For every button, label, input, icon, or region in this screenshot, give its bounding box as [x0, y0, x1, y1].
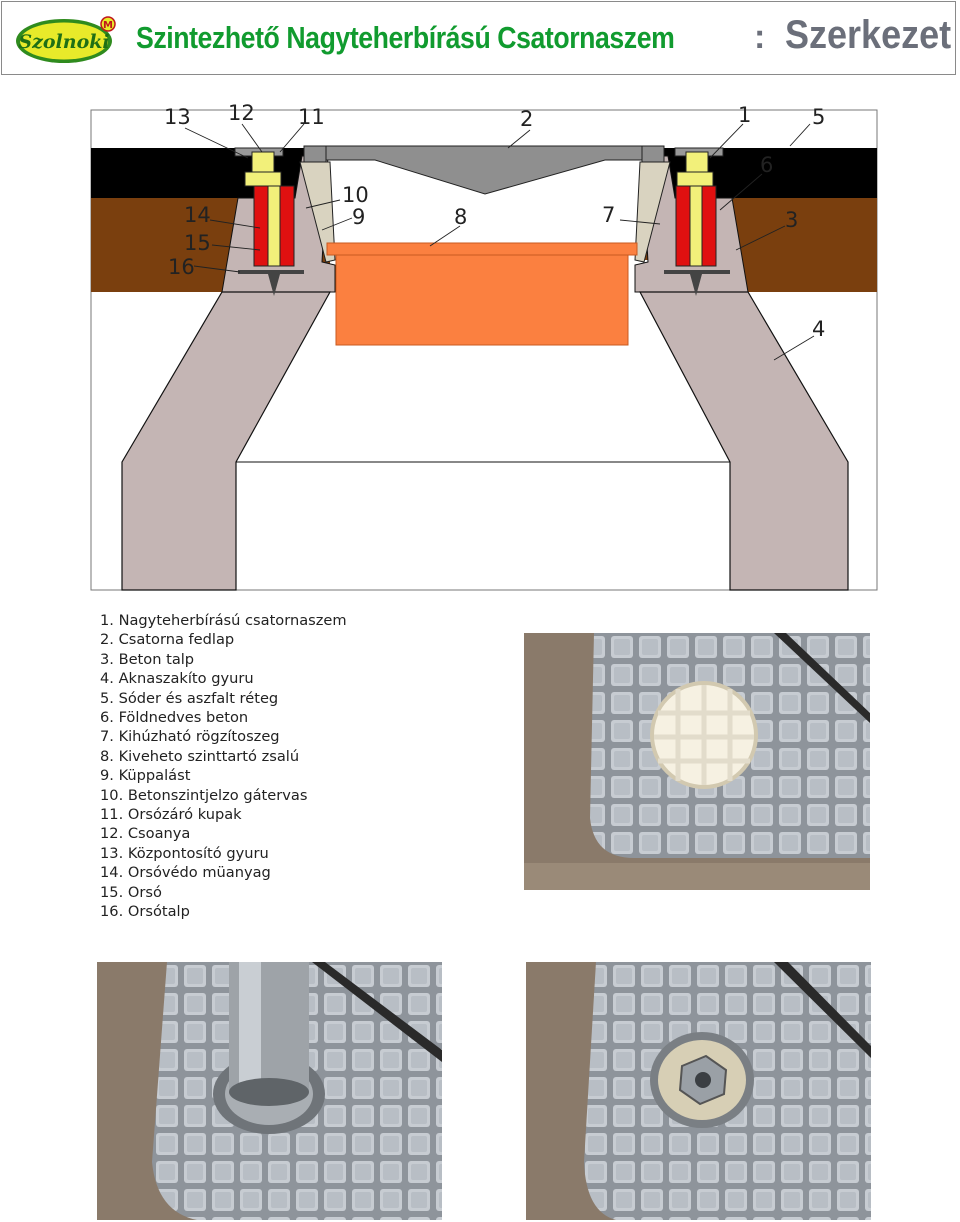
legend-item: 3. Beton talp [100, 650, 195, 668]
legend-item: 2. Csatorna fedlap [100, 631, 235, 649]
callout-10: 10 [342, 183, 369, 207]
callout-2: 2 [520, 107, 534, 131]
photo-spindle [97, 962, 442, 1220]
callout-9: 9 [352, 205, 366, 229]
legend-item: 16. Orsótalp [100, 903, 190, 921]
svg-text:M: M [103, 20, 113, 31]
formwork-top [327, 243, 637, 255]
formwork-box [336, 255, 628, 345]
callout-15: 15 [184, 231, 211, 255]
legend-item: 8. Kiveheto szinttartó zsalú [100, 747, 300, 765]
callout-3: 3 [785, 208, 799, 232]
callout-13: 13 [164, 105, 191, 129]
page-title: Szintezhető Nagyteherbírású Csatornaszem [136, 20, 675, 55]
szolnoki-logo [14, 15, 118, 65]
callout-7: 7 [602, 203, 616, 227]
callout-16: 16 [168, 255, 195, 279]
page-header [1, 1, 956, 75]
legend-item: 6. Földnedves beton [100, 709, 249, 727]
legend-item: 14. Orsóvédo müanyag [100, 864, 271, 882]
callout-5: 5 [812, 105, 826, 129]
legend-item: 13. Központosító gyuru [100, 844, 269, 862]
title-separator: : [754, 18, 766, 56]
callout-1: 1 [738, 103, 752, 127]
callout-8: 8 [454, 205, 468, 229]
legend-item: 11. Orsózáró kupak [100, 806, 242, 824]
legend-item: 15. Orsó [100, 883, 162, 901]
legend-item: 7. Kihúzható rögzítoszeg [100, 728, 280, 746]
legend-item: 4. Aknaszakíto gyuru [100, 670, 254, 688]
legend-item: 12. Csoanya [100, 825, 191, 843]
callout-12: 12 [228, 101, 255, 125]
legend-item: 9. Küppalást [100, 767, 191, 785]
callout-11: 11 [298, 105, 325, 129]
callout-6: 6 [760, 153, 774, 177]
callout-4: 4 [812, 317, 826, 341]
legend-item: 10. Betonszintjelzo gátervas [100, 786, 308, 804]
parts-legend [100, 611, 347, 922]
section-title: Szerkezet [785, 13, 952, 57]
photo-nut [526, 962, 871, 1220]
legend-item: 1. Nagyteherbírású csatornaszem [100, 612, 347, 629]
cross-section-diagram [90, 100, 880, 592]
legend-item: 5. Sóder és aszfalt réteg [100, 689, 279, 707]
svg-text:Szolnoki: Szolnoki [18, 31, 110, 53]
photo-spindle-cap [524, 633, 870, 890]
callout-14: 14 [184, 203, 211, 227]
